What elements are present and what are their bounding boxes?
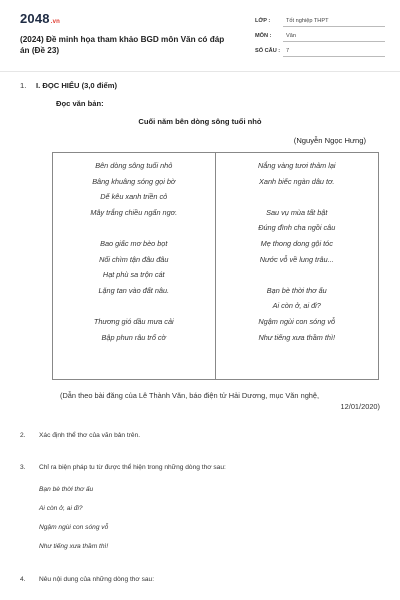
poem-line: Mây trắng chiều ngẩn ngơ. [90,207,178,217]
poem-line: Nước vỗ về lung trâu... [259,254,334,264]
poem-line: Bao giấc mơ bèo bọt [100,238,168,248]
poem-table [52,152,379,380]
poem-line: Sau vụ mùa tất bật [266,207,328,217]
question-number: 2. [20,432,26,439]
quote-line: Như tiếng xưa thầm thì! [39,543,109,550]
poem-line: Bạn bè thời thơ ấu [266,285,327,295]
meta-panel [255,14,385,59]
poem-line [53,220,215,236]
poem-line: Nắng vàng tươi thảm lại [257,161,336,170]
quote-line: Ai còn ở, ai đi? [39,505,83,512]
site-logo[interactable] [20,11,60,26]
question-2 [20,432,140,439]
quote-line: Ngậm ngùi con sóng vỗ [39,524,109,531]
meta-row-grade [255,14,385,28]
poem-line: Xanh biếc ngàn dâu tơ. [259,176,335,186]
meta-label: LỚP : [255,18,271,24]
meta-row-question-count [255,44,385,58]
question-text: Xác định thể thơ của văn bản trên. [39,432,141,439]
poem-line: Hạt phù sa trộn cát [102,270,165,280]
poem-line: Ai còn ở, ai đi? [272,301,321,311]
poem-line: Bên dòng sông tuổi nhỏ [95,161,173,170]
question-number: 1. [20,81,27,90]
poem-line: Lặng tan vào đất nâu. [98,285,170,295]
poem-line: Như tiếng xưa thầm thì! [258,332,336,342]
poem-line [216,267,379,283]
poem-line: Mẹ thong dong gội tóc [260,238,333,248]
document-title: (2024) Đề minh họa tham khảo BGD môn Văn có đáp án (Đề 23) [20,35,225,55]
source-line: 12/01/2020) [340,402,380,411]
quote-line: Bạn bè thời thơ ấu [39,486,94,493]
poem-title: Cuối năm bên dòng sông tuổi nhỏ [138,117,262,126]
source-line: (Dẫn theo bài đăng của Lê Thành Văn, báo điện tử Hải Dương, mục Văn nghệ, [60,391,320,400]
logo-suffix: .vn [50,19,61,25]
poem-line: Thương gió dầu mưa cải [93,316,174,326]
poem-column-right [216,153,379,379]
meta-label: SỐ CÂU : [255,48,281,54]
meta-row-subject [255,29,385,43]
poem-line: Đúng đình cha ngồi câu [258,223,336,233]
poem-line [53,298,215,314]
question-4 [20,576,154,583]
poem-line [216,189,379,205]
poem-line: Bập phun râu trổ cờ [101,332,166,342]
question-number: 3. [20,464,26,471]
poem-author: (Nguyễn Ngọc Hưng) [293,136,366,145]
question-text: Nêu nội dung của những dòng thơ sau: [39,576,155,583]
poem-column-left [53,153,216,379]
poem-line: Dế kêu xanh triền cỏ [100,192,168,202]
reading-intro: Đọc văn bản: [56,99,104,108]
meta-value: Tốt nghiệp THPT [283,15,385,27]
poem-line: Nổi chìm tận đâu đâu [99,254,169,264]
meta-value: Văn [283,30,385,42]
meta-label: MÔN : [255,33,272,39]
section-heading [20,81,117,90]
source-citation [60,390,380,412]
question-3 [20,464,226,471]
question-text: Chỉ ra biện pháp tu từ được thể hiện trong những dòng thơ sau: [39,464,226,471]
logo-main: 2048 [20,11,50,26]
poem-line: Bâng khuâng sóng gọi bờ [92,176,176,186]
meta-value: 7 [283,45,385,57]
section-title: I. ĐỌC HIỂU (3,0 điểm) [36,81,118,90]
poem-line: Ngậm ngùi con sóng vỗ [258,316,336,326]
page-header [0,0,400,72]
question-number: 4. [20,576,26,583]
